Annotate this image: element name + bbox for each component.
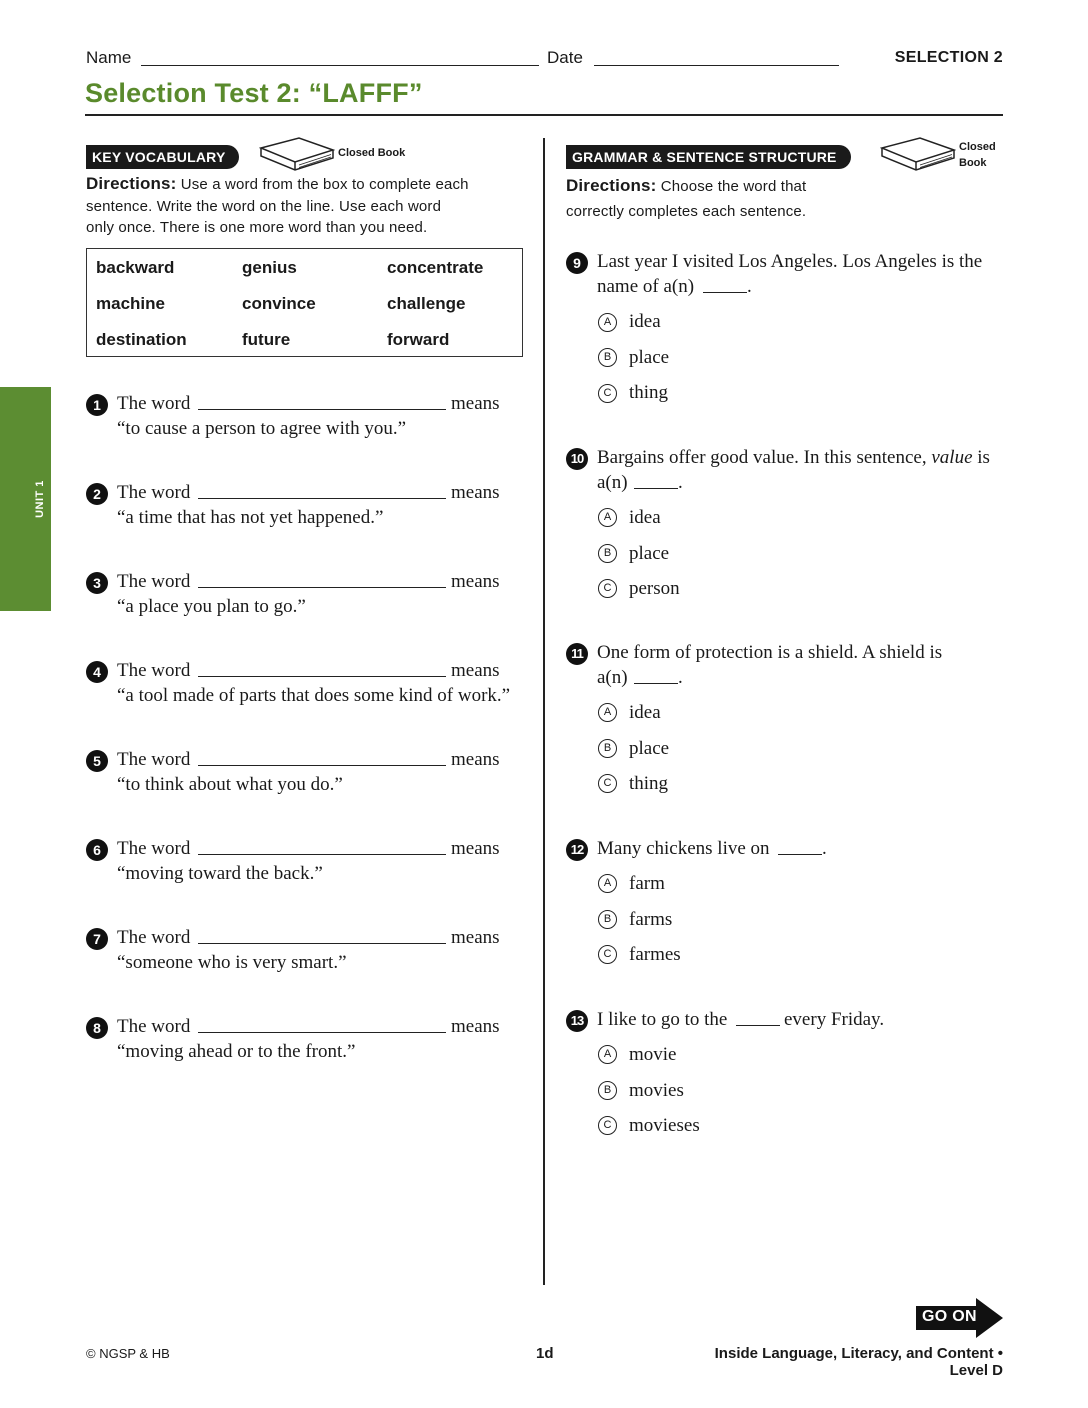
- question-stem-prefix: The word: [117, 571, 191, 592]
- vocab-directions-line3: only once. There is one more word than you need.: [86, 219, 428, 236]
- question-line-1: One form of protection is a shield. A shield is: [597, 642, 943, 663]
- option-bubble[interactable]: A: [598, 1045, 617, 1064]
- answer-line[interactable]: [198, 943, 446, 944]
- option-bubble[interactable]: B: [598, 1081, 617, 1100]
- word-item: destination: [96, 330, 187, 349]
- grammar-directions-lead: Directions:: [566, 176, 657, 195]
- option-text: movie: [629, 1044, 677, 1065]
- closed-book-label-line2: Book: [959, 157, 987, 169]
- vocab-directions-lead: Directions:: [86, 174, 177, 193]
- closed-book-icon: [259, 136, 335, 172]
- answer-blank: [778, 854, 822, 855]
- name-label: Name: [86, 48, 132, 67]
- question-stem-prefix: The word: [117, 1016, 191, 1037]
- question-stem-suffix: means: [451, 393, 500, 414]
- question-definition: “a time that has not yet happened.”: [117, 507, 384, 528]
- option-bubble[interactable]: A: [598, 703, 617, 722]
- question-line-1-end: is: [977, 447, 990, 468]
- column-divider: [543, 138, 545, 1285]
- question-stem-prefix: The word: [117, 660, 191, 681]
- option-bubble[interactable]: B: [598, 739, 617, 758]
- question-number: 2: [86, 483, 108, 505]
- question-number: 4: [86, 661, 108, 683]
- answer-blank: [736, 1025, 780, 1026]
- question-number: 7: [86, 928, 108, 950]
- question-line-2: a(n): [597, 667, 628, 688]
- option-bubble[interactable]: C: [598, 945, 617, 964]
- option-text: farmes: [629, 944, 681, 965]
- question-stem-suffix: means: [451, 1016, 500, 1037]
- option-text: movies: [629, 1080, 684, 1101]
- word-item: machine: [96, 294, 165, 313]
- option-bubble[interactable]: C: [598, 774, 617, 793]
- question-line-1: Many chickens live on: [597, 838, 770, 859]
- question-line-1-emphasis: value: [931, 447, 973, 468]
- option-text: place: [629, 543, 670, 564]
- date-line[interactable]: [594, 65, 839, 66]
- answer-line[interactable]: [198, 765, 446, 766]
- option-bubble[interactable]: B: [598, 348, 617, 367]
- option-bubble[interactable]: A: [598, 508, 617, 527]
- word-item: forward: [387, 330, 450, 349]
- question-stem-suffix: means: [451, 749, 500, 770]
- option-bubble[interactable]: C: [598, 579, 617, 598]
- word-item: backward: [96, 258, 175, 277]
- key-vocabulary-label: KEY VOCABULARY: [86, 145, 239, 169]
- grammar-directions: [566, 173, 886, 224]
- answer-line[interactable]: [198, 587, 446, 588]
- question-stem-prefix: The word: [117, 749, 191, 770]
- question-definition: “moving ahead or to the front.”: [117, 1041, 356, 1062]
- question-definition: “a place you plan to go.”: [117, 596, 306, 617]
- question-definition: “moving toward the back.”: [117, 863, 323, 884]
- question-stem-prefix: The word: [117, 838, 191, 859]
- option-text: farm: [629, 873, 665, 894]
- question-number: 11: [566, 643, 588, 665]
- question-stem-prefix: The word: [117, 393, 191, 414]
- title-divider: [85, 114, 1003, 116]
- word-item: genius: [242, 258, 297, 277]
- option-bubble[interactable]: A: [598, 874, 617, 893]
- grammar-directions-line2: correctly completes each sentence.: [566, 203, 807, 220]
- option-text: idea: [629, 311, 661, 332]
- answer-line[interactable]: [198, 409, 446, 410]
- vocab-directions: [86, 173, 526, 239]
- option-text: thing: [629, 773, 669, 794]
- option-text: farms: [629, 909, 673, 930]
- question-line-2-end: .: [678, 667, 683, 688]
- vocab-directions-line2: sentence. Write the word on the line. Use each word: [86, 197, 442, 215]
- question-stem-suffix: means: [451, 571, 500, 592]
- question-number: 1: [86, 394, 108, 416]
- word-item: future: [242, 330, 291, 349]
- unit-tab: [0, 387, 51, 611]
- option-text: person: [629, 578, 680, 599]
- option-text: place: [629, 347, 670, 368]
- option-bubble[interactable]: A: [598, 313, 617, 332]
- question-line-1-end: every Friday.: [784, 1009, 885, 1030]
- question-line-1: Last year I visited Los Angeles. Los Angeles is the: [597, 251, 983, 272]
- option-bubble[interactable]: C: [598, 384, 617, 403]
- answer-line[interactable]: [198, 1032, 446, 1033]
- option-text: idea: [629, 702, 661, 723]
- question-definition: “to cause a person to agree with you.”: [117, 418, 407, 439]
- grammar-section-label: GRAMMAR & SENTENCE STRUCTURE: [566, 145, 851, 169]
- grammar-directions-line1: Choose the word that: [660, 178, 807, 195]
- option-bubble[interactable]: B: [598, 544, 617, 563]
- go-on-label: GO ON: [922, 1308, 977, 1325]
- answer-blank: [703, 292, 747, 293]
- page-title: Selection Test 2: “LAFFF”: [85, 78, 423, 108]
- question-number: 12: [566, 839, 588, 861]
- question-line-2: a(n): [597, 472, 628, 493]
- question-stem-prefix: The word: [117, 927, 191, 948]
- option-bubble[interactable]: B: [598, 910, 617, 929]
- book-title: Inside Language, Literacy, and Content • Level D: [714, 1345, 1003, 1379]
- page-number: 1d: [536, 1345, 554, 1362]
- question-line-1: [597, 447, 990, 469]
- option-text: idea: [629, 507, 661, 528]
- question-number: 13: [566, 1010, 588, 1032]
- question-line-2-end: .: [747, 276, 752, 297]
- question-number: 10: [566, 448, 588, 470]
- date-label: Date: [547, 48, 583, 67]
- answer-blank: [634, 488, 678, 489]
- question-line-1: I like to go to the: [597, 1009, 728, 1030]
- option-bubble[interactable]: C: [598, 1116, 617, 1135]
- word-box: [86, 248, 523, 357]
- question-number: 3: [86, 572, 108, 594]
- question-line-1-start: Bargains offer good value. In this sentence,: [597, 447, 927, 468]
- name-line[interactable]: [141, 65, 539, 66]
- closed-book-label: [959, 139, 996, 171]
- closed-book-label-line1: Closed: [959, 141, 996, 153]
- question-line-1-end: .: [822, 838, 827, 859]
- question-stem-suffix: means: [451, 838, 500, 859]
- answer-line[interactable]: [198, 854, 446, 855]
- word-item: challenge: [387, 294, 466, 313]
- option-text: thing: [629, 382, 669, 403]
- unit-tab-label: UNIT 1: [34, 480, 46, 518]
- question-definition: “a tool made of parts that does some kind of work.”: [117, 685, 511, 706]
- header-row: [86, 46, 1003, 70]
- question-line-2: name of a(n): [597, 276, 695, 297]
- copyright: © NGSP & HB: [86, 1346, 170, 1361]
- answer-line[interactable]: [198, 676, 446, 677]
- question-stem-prefix: The word: [117, 482, 191, 503]
- word-item: convince: [242, 294, 316, 313]
- answer-line[interactable]: [198, 498, 446, 499]
- question-number: 8: [86, 1017, 108, 1039]
- option-text: place: [629, 738, 670, 759]
- option-text: movieses: [629, 1115, 700, 1136]
- question-line-2-end: .: [678, 472, 683, 493]
- answer-blank: [634, 683, 678, 684]
- question-number: 9: [566, 252, 588, 274]
- selection-tag: SELECTION 2: [894, 49, 1003, 66]
- question-stem-suffix: means: [451, 927, 500, 948]
- vocab-directions-line1: Use a word from the box to complete each: [180, 176, 469, 193]
- closed-book-icon: [880, 136, 956, 172]
- question-definition: “to think about what you do.”: [117, 774, 343, 795]
- question-number: 5: [86, 750, 108, 772]
- question-stem-suffix: means: [451, 482, 500, 503]
- word-item: concentrate: [387, 258, 484, 277]
- closed-book-label: Closed Book: [338, 147, 406, 159]
- question-number: 6: [86, 839, 108, 861]
- question-stem-suffix: means: [451, 660, 500, 681]
- question-definition: “someone who is very smart.”: [117, 952, 347, 973]
